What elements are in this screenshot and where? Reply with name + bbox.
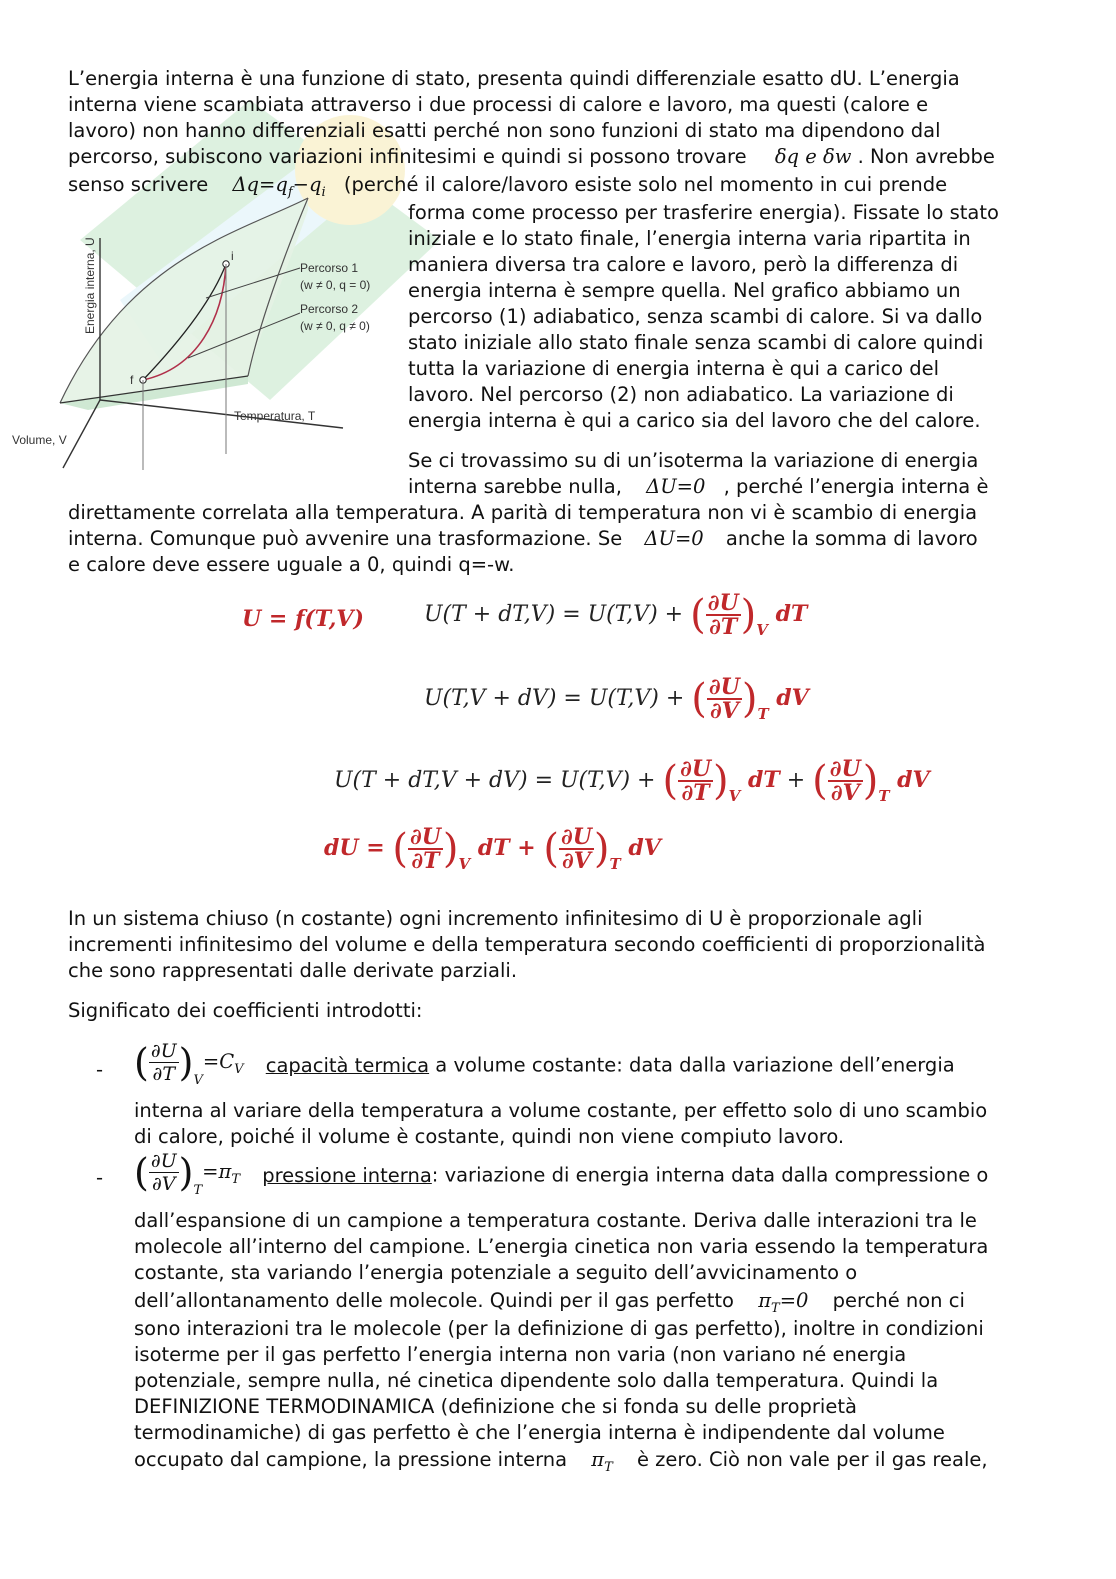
path1-cond: (w ≠ 0, q = 0) — [300, 278, 371, 292]
text-line: dall’espansione di un campione a temperatura costante. Deriva dalle interazioni tra le — [134, 1209, 977, 1232]
bullet-2-head: ( $\frac{\partial U}{\partial V}$ )$_T=\pi_T$ pressione interna: variazione di energia interna data dalla compressione o — [134, 1150, 989, 1198]
text-fragment: anche la somma di lavoro — [725, 527, 978, 550]
text-line: costante, sta variando l’energia potenziale a seguito dell’avvicinamento o — [134, 1261, 858, 1284]
text-line: energia interna è qui a carico sia del lavoro che del calore. — [408, 409, 981, 432]
text-line: lavoro. Nel percorso (2) non adiabatico. La variazione di — [408, 383, 954, 406]
x-axis-label: Volume, V — [12, 433, 67, 447]
text-line — [134, 1447, 988, 1481]
y-axis-label: Energia interna, U — [83, 237, 97, 334]
equation-dt-dv: U(T + dT,V + dV) = U(T,V) + ( $\frac{\partial U}{\partial T}$ )$_V$ dT + ( $\frac{\partial U}{\partial V}$ )$_T$ dV — [334, 756, 930, 806]
text-line — [68, 526, 978, 552]
text-fragment: dell’allontanamento delle molecole. Quindi per il gas perfetto — [134, 1289, 734, 1312]
math-pi-t: $\pi_T$ — [591, 1448, 613, 1475]
text-fragment: . Non avrebbe — [857, 145, 995, 168]
text-line: maniera diversa tra calore e lavoro, però la differenza di — [408, 253, 959, 276]
text-fragment: interna. Comunque può avvenire una trasformazione. Se — [68, 527, 623, 550]
text-line: forma come processo per trasferire energia). Fissate lo stato — [408, 201, 999, 224]
text-line: stato iniziale allo stato finale senza scambi di calore quindi — [408, 331, 984, 354]
text-line: energia interna è sempre quella. Nel grafico abbiamo un — [408, 279, 961, 302]
text-line: tutta la variazione di energia interna è qui a carico del — [408, 357, 940, 380]
math-pi-t-zero: $\pi_T=0$ — [758, 1289, 809, 1316]
text-fragment: percorso, subiscono variazioni infinitesimi e quindi si possono trovare — [68, 145, 747, 168]
text-fragment: , perché l’energia interna è — [723, 475, 989, 498]
point-i-label: i — [231, 249, 234, 263]
math-dq-dw: δq e δw — [774, 145, 852, 168]
text-line: L’energia interna è una funzione di stato, presenta quindi differenziale esatto dU. L’energia — [68, 67, 960, 90]
math-delta-q: $\Delta q=q_f-q_i$ — [232, 173, 326, 200]
text-line: interna viene scambiata attraverso i due processi di calore e lavoro, ma questi (calore e — [68, 93, 929, 116]
text-line: termodinamiche) di gas perfetto è che l’energia interna è indipendente dal volume — [134, 1421, 945, 1444]
text-line: iniziale e lo stato finale, l’energia interna varia ripartita in — [408, 227, 971, 250]
path2-cond: (w ≠ 0, q ≠ 0) — [300, 319, 370, 333]
text-line: DEFINIZIONE TERMODINAMICA (definizione che si fonda su delle proprietà — [134, 1395, 857, 1418]
text-line: e calore deve essere uguale a 0, quindi q=-w. — [68, 553, 515, 576]
t-axis-label: Temperatura, T — [234, 409, 316, 423]
text-line: di calore, poiché il volume è costante, quindi non viene compiuto lavoro. — [134, 1125, 845, 1148]
term-pressione-interna: pressione interna — [262, 1163, 432, 1187]
path2-title: Percorso 2 — [300, 302, 359, 316]
text-line: potenziale, sempre nulla, né cinetica dipendente solo dalla temperatura. Quindi la — [134, 1369, 939, 1392]
equation-dv: U(T,V + dV) = U(T,V) + ( $\frac{\partial U}{\partial V}$ )$_T$ dV — [424, 674, 809, 724]
text-fragment: a volume costante: data dalla variazione dell’energia — [429, 1053, 955, 1077]
text-line: In un sistema chiuso (n costante) ogni incremento infinitesimo di U è proporzionale agli — [68, 907, 923, 930]
text-fragment: perché non ci — [832, 1289, 965, 1312]
text-line: percorso (1) adiabatico, senza scambi di calore. Si va dallo — [408, 305, 983, 328]
equation-du: dU = ( $\frac{\partial U}{\partial T}$ )$_V$ dT + ( $\frac{\partial U}{\partial V}$ )$_T$ dV — [324, 824, 661, 874]
path1-title: Percorso 1 — [300, 261, 359, 275]
v-axis — [63, 400, 100, 468]
bullet-dash: - — [96, 1166, 104, 1189]
text-fragment: occupato dal campione, la pressione interna — [134, 1448, 568, 1471]
section-heading: Significato dei coefficienti introdotti: — [68, 999, 423, 1022]
text-fragment: interna sarebbe nulla, — [408, 475, 622, 498]
text-fragment: senso scrivere — [68, 173, 209, 196]
text-line: direttamente correlata alla temperatura. A parità di temperatura non vi è scambio di energia — [68, 501, 978, 524]
text-line: lavoro) non hanno differenziali esatti perché non sono funzioni di stato ma dipendono dal — [68, 119, 941, 142]
math-delta-u: ΔU=0 — [644, 527, 704, 550]
text-line: molecole all’interno del campione. L’energia cinetica non varia essendo la temperatura — [134, 1235, 989, 1258]
internal-energy-figure — [8, 188, 400, 478]
bullet-dash: - — [96, 1058, 104, 1081]
text-line: isoterme per il gas perfetto l’energia interna non varia (non variano né energia — [134, 1343, 907, 1366]
text-line: Se ci trovassimo su di un’isoterma la variazione di energia — [408, 449, 979, 472]
math-delta-u: ΔU=0 — [646, 475, 706, 498]
text-fragment: è zero. Ciò non vale per il gas reale, — [636, 1448, 988, 1471]
equation-dt: U(T + dT,V) = U(T,V) + ( $\frac{\partial U}{\partial T}$ )$_V$ dT — [424, 590, 808, 640]
text-line: interna al variare della temperatura a volume costante, per effetto solo di uno scambio — [134, 1099, 988, 1122]
text-line: sono interazioni tra le molecole (per la definizione di gas perfetto), inoltre in condizioni — [134, 1317, 984, 1340]
text-fragment: : variazione di energia interna data dalla compressione o — [431, 1163, 989, 1187]
text-line: che sono rappresentati dalle derivate parziali. — [68, 959, 518, 982]
equation-u-function: U = f(T,V) — [242, 606, 364, 632]
bullet-1-head: ( $\frac{\partial U}{\partial T}$ )$_V=C_V$ capacità termica a volume costante: data dalla variazione dell’energia — [134, 1040, 955, 1088]
text-fragment: (perché il calore/lavoro esiste solo nel momento in cui prende — [343, 173, 948, 196]
point-f-label: f — [130, 373, 134, 387]
term-capacita-termica: capacità termica — [265, 1053, 430, 1077]
text-line — [408, 474, 988, 500]
text-line: incrementi infinitesimo del volume e della temperatura secondo coefficienti di proporzionalità — [68, 933, 986, 956]
text-line — [68, 144, 995, 170]
